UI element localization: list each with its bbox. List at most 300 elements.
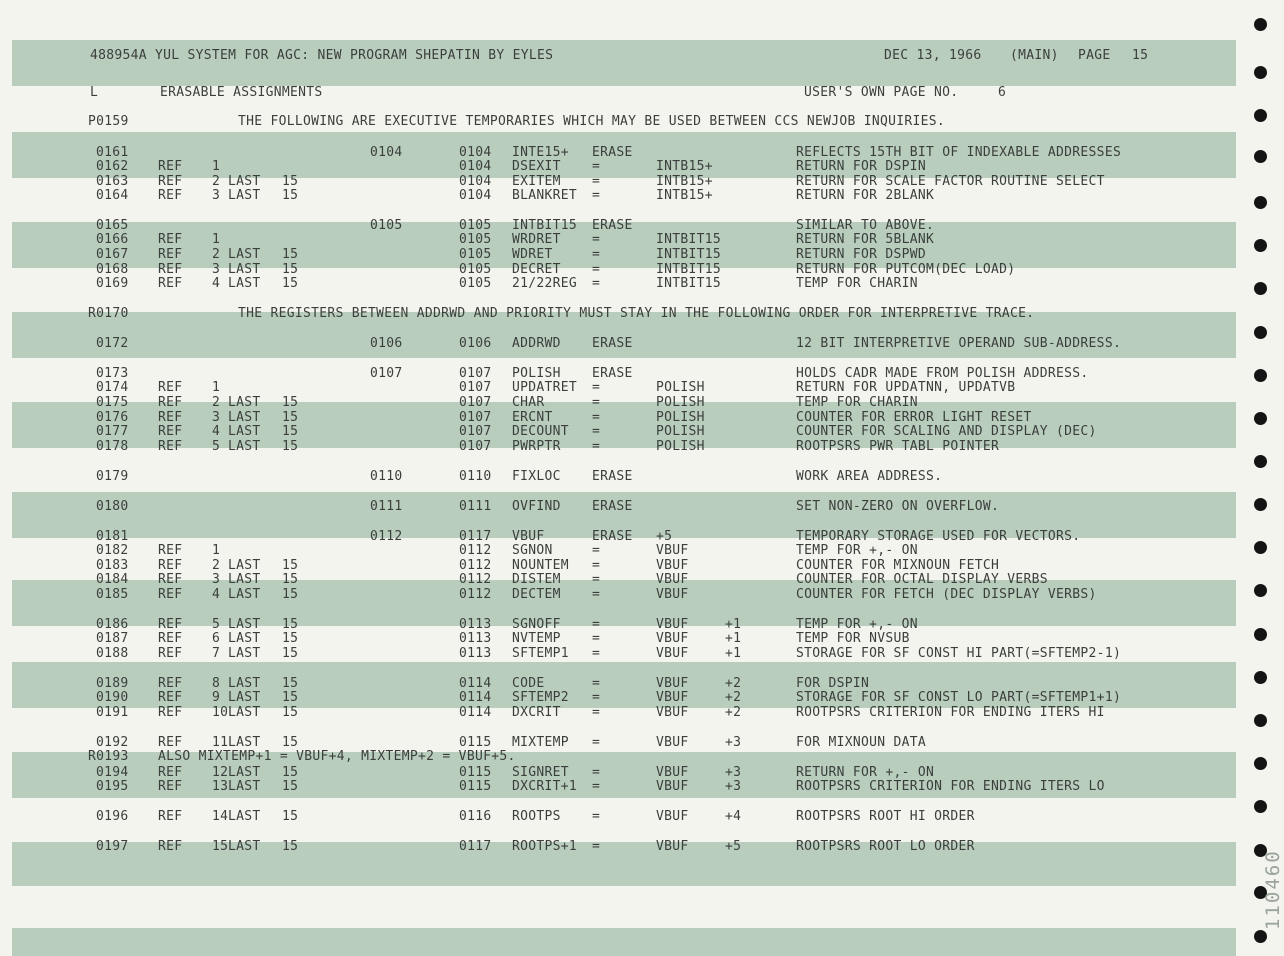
opcode: =: [592, 439, 601, 454]
ref-marker: REF: [158, 558, 183, 573]
users-page-label: USER'S OWN PAGE NO.: [804, 85, 959, 100]
line-number: 0180: [96, 499, 129, 514]
symbol-label: WDRET: [512, 247, 553, 262]
header-page-label: PAGE: [1078, 48, 1111, 63]
opcode: =: [592, 395, 601, 410]
symbol-label: INTE15+: [512, 145, 569, 160]
sheet-number: 110460: [1262, 849, 1284, 930]
opcode: =: [592, 646, 601, 661]
address: 0107: [370, 366, 403, 381]
ref-number: 8: [212, 676, 221, 691]
comment: STORAGE FOR SF CONST HI PART(=SFTEMP2-1): [796, 646, 1122, 661]
last-marker: LAST: [228, 424, 261, 439]
ref-number: 2: [212, 558, 221, 573]
operand: VBUF: [656, 617, 689, 632]
last-number: 15: [282, 839, 299, 854]
symbol-label: VBUF: [512, 529, 545, 544]
symbol-label: SGNON: [512, 543, 553, 558]
symbol-label: DECTEM: [512, 587, 561, 602]
location: 0104: [459, 159, 492, 174]
comment: ROOTPSRS CRITERION FOR ENDING ITERS HI: [796, 705, 1105, 720]
feed-hole: [1254, 282, 1267, 295]
offset: +1: [725, 617, 742, 632]
location: 0114: [459, 705, 492, 720]
symbol-label: PWRPTR: [512, 439, 561, 454]
comment: ROOTPSRS PWR TABL POINTER: [796, 439, 1000, 454]
ref-marker: REF: [158, 690, 183, 705]
address: 0111: [370, 499, 403, 514]
ref-number: 9: [212, 690, 221, 705]
line-number: 0161: [96, 145, 129, 160]
location: 0115: [459, 765, 492, 780]
last-marker: LAST: [228, 439, 261, 454]
operand: VBUF: [656, 572, 689, 587]
symbol-label: DXCRIT: [512, 705, 561, 720]
offset: +3: [725, 779, 742, 794]
last-number: 15: [282, 646, 299, 661]
ref-number: 12: [212, 765, 229, 780]
operand: INTBIT15: [656, 262, 722, 277]
opcode: =: [592, 247, 601, 262]
last-marker: LAST: [228, 276, 261, 291]
offset: +3: [725, 735, 742, 750]
ref-number: 3: [212, 572, 221, 587]
last-number: 15: [282, 247, 299, 262]
feed-hole: [1254, 18, 1267, 31]
ref-number: 1: [212, 380, 221, 395]
symbol-label: DECRET: [512, 262, 561, 277]
last-number: 15: [282, 779, 299, 794]
symbol-label: ROOTPS: [512, 809, 561, 824]
offset: +3: [725, 765, 742, 780]
line-number: 0166: [96, 232, 129, 247]
location: 0107: [459, 366, 492, 381]
ref-number: 3: [212, 410, 221, 425]
opcode: =: [592, 380, 601, 395]
opcode: =: [592, 617, 601, 632]
symbol-label: UPDATRET: [512, 380, 578, 395]
symbol-label: SGNOFF: [512, 617, 561, 632]
comment: ROOTPSRS CRITERION FOR ENDING ITERS LO: [796, 779, 1105, 794]
last-number: 15: [282, 276, 299, 291]
operand: VBUF: [656, 543, 689, 558]
symbol-label: DISTEM: [512, 572, 561, 587]
location: 0115: [459, 735, 492, 750]
location: 0104: [459, 145, 492, 160]
last-marker: LAST: [228, 617, 261, 632]
opcode: =: [592, 174, 601, 189]
ref-marker: REF: [158, 395, 183, 410]
ref-marker: REF: [158, 159, 183, 174]
offset: +5: [725, 839, 742, 854]
ref-number: 2: [212, 174, 221, 189]
symbol-label: ADDRWD: [512, 336, 561, 351]
operand: VBUF: [656, 839, 689, 854]
comment: TEMPORARY STORAGE USED FOR VECTORS.: [796, 529, 1081, 544]
ref-marker: REF: [158, 424, 183, 439]
section-header: [0, 85, 1007, 100]
last-number: 15: [282, 617, 299, 632]
line-number: R0170: [88, 306, 129, 321]
header-title: 488954A YUL SYSTEM FOR AGC: NEW PROGRAM SHEPATIN BY EYLES: [90, 48, 554, 63]
location: 0110: [459, 469, 492, 484]
last-marker: LAST: [228, 676, 261, 691]
last-number: 15: [282, 439, 299, 454]
comment: RETURN FOR DSPIN: [796, 159, 927, 174]
comment: FOR DSPIN: [796, 676, 870, 691]
last-marker: LAST: [228, 809, 261, 824]
ref-marker: REF: [158, 439, 183, 454]
location: 0107: [459, 395, 492, 410]
ref-marker: REF: [158, 543, 183, 558]
opcode: ERASE: [592, 529, 633, 544]
operand: POLISH: [656, 439, 705, 454]
last-marker: LAST: [228, 705, 261, 720]
operand: POLISH: [656, 380, 705, 395]
location: 0113: [459, 646, 492, 661]
opcode: =: [592, 276, 601, 291]
location: 0112: [459, 543, 492, 558]
ref-marker: REF: [158, 646, 183, 661]
offset: +2: [725, 676, 742, 691]
last-marker: LAST: [228, 765, 261, 780]
line-number: 0163: [96, 174, 129, 189]
operand: VBUF: [656, 809, 689, 824]
operand: VBUF: [656, 690, 689, 705]
symbol-label: WRDRET: [512, 232, 561, 247]
line-number: 0165: [96, 218, 129, 233]
operand: VBUF: [656, 676, 689, 691]
address: 0104: [370, 145, 403, 160]
line-number: 0188: [96, 646, 129, 661]
line-number: 0190: [96, 690, 129, 705]
opcode: =: [592, 735, 601, 750]
line-number: 0184: [96, 572, 129, 587]
opcode: ERASE: [592, 469, 633, 484]
symbol-label: NVTEMP: [512, 631, 561, 646]
ref-number: 2: [212, 395, 221, 410]
last-marker: LAST: [228, 631, 261, 646]
location: 0112: [459, 572, 492, 587]
last-number: 15: [282, 690, 299, 705]
comment: 12 BIT INTERPRETIVE OPERAND SUB-ADDRESS.: [796, 336, 1122, 351]
comment: COUNTER FOR ERROR LIGHT RESET: [796, 410, 1032, 425]
feed-hole: [1254, 628, 1267, 641]
ref-number: 3: [212, 262, 221, 277]
ref-number: 4: [212, 276, 221, 291]
feed-hole: [1254, 714, 1267, 727]
comment: RETURN FOR SCALE FACTOR ROUTINE SELECT: [796, 174, 1105, 189]
location: 0107: [459, 410, 492, 425]
last-marker: LAST: [228, 174, 261, 189]
location: 0116: [459, 809, 492, 824]
header-page-number: 15: [1132, 48, 1149, 63]
section-mark: L: [90, 85, 99, 100]
ref-marker: REF: [158, 380, 183, 395]
comment: RETURN FOR UPDATNN, UPDATVB: [796, 380, 1016, 395]
feed-hole: [1254, 498, 1267, 511]
ref-marker: REF: [158, 276, 183, 291]
operand: VBUF: [656, 779, 689, 794]
header-mode: (MAIN): [1010, 48, 1059, 63]
location: 0105: [459, 247, 492, 262]
comment: TEMP FOR CHARIN: [796, 276, 918, 291]
remark-text: THE FOLLOWING ARE EXECUTIVE TEMPORARIES WHICH MAY BE USED BETWEEN CCS NEWJOB INQUIRIES.: [238, 114, 946, 129]
opcode: ERASE: [592, 145, 633, 160]
line-number: P0159: [88, 114, 129, 129]
comment: RETURN FOR PUTCOM(DEC LOAD): [796, 262, 1016, 277]
operand: POLISH: [656, 395, 705, 410]
operand: INTBIT15: [656, 247, 722, 262]
opcode: =: [592, 232, 601, 247]
location: 0105: [459, 262, 492, 277]
comment: SET NON-ZERO ON OVERFLOW.: [796, 499, 1000, 514]
comment: RETURN FOR DSPWD: [796, 247, 927, 262]
symbol-label: ERCNT: [512, 410, 553, 425]
last-number: 15: [282, 631, 299, 646]
page-header: [0, 48, 1149, 63]
opcode: =: [592, 705, 601, 720]
ref-marker: REF: [158, 839, 183, 854]
symbol-label: CHAR: [512, 395, 545, 410]
line-number: 0185: [96, 587, 129, 602]
last-marker: LAST: [228, 247, 261, 262]
symbol-label: ROOTPS+1: [512, 839, 578, 854]
comment: TEMP FOR NVSUB: [796, 631, 910, 646]
opcode: =: [592, 765, 601, 780]
symbol-label: EXITEM: [512, 174, 561, 189]
opcode: =: [592, 676, 601, 691]
line-number: 0179: [96, 469, 129, 484]
symbol-label: DXCRIT+1: [512, 779, 578, 794]
last-number: 15: [282, 765, 299, 780]
ref-number: 5: [212, 617, 221, 632]
opcode: =: [592, 839, 601, 854]
comment: TEMP FOR CHARIN: [796, 395, 918, 410]
offset: +2: [725, 705, 742, 720]
last-number: 15: [282, 587, 299, 602]
symbol-label: SFTEMP2: [512, 690, 569, 705]
operand: VBUF: [656, 631, 689, 646]
ref-marker: REF: [158, 188, 183, 203]
symbol-label: NOUNTEM: [512, 558, 569, 573]
offset: +2: [725, 690, 742, 705]
operand: +5: [656, 529, 673, 544]
last-number: 15: [282, 424, 299, 439]
last-marker: LAST: [228, 839, 261, 854]
symbol-label: 21/22REG: [512, 276, 578, 291]
feed-hole: [1254, 109, 1267, 122]
location: 0107: [459, 380, 492, 395]
line-number: 0178: [96, 439, 129, 454]
ref-number: 4: [212, 587, 221, 602]
operand: POLISH: [656, 410, 705, 425]
opcode: =: [592, 159, 601, 174]
feed-hole: [1254, 757, 1267, 770]
feed-hole: [1254, 584, 1267, 597]
line-number: 0181: [96, 529, 129, 544]
feed-hole: [1254, 150, 1267, 163]
line-number: 0176: [96, 410, 129, 425]
opcode: =: [592, 543, 601, 558]
remark-text: ALSO MIXTEMP+1 = VBUF+4, MIXTEMP+2 = VBUF+5.: [158, 749, 516, 764]
last-number: 15: [282, 188, 299, 203]
operand: INTB15+: [656, 159, 713, 174]
comment: RETURN FOR 2BLANK: [796, 188, 935, 203]
opcode: =: [592, 262, 601, 277]
comment: COUNTER FOR SCALING AND DISPLAY (DEC): [796, 424, 1097, 439]
operand: VBUF: [656, 587, 689, 602]
last-marker: LAST: [228, 779, 261, 794]
last-number: 15: [282, 676, 299, 691]
feed-hole: [1254, 66, 1267, 79]
feed-hole: [1254, 369, 1267, 382]
feed-hole: [1254, 239, 1267, 252]
last-marker: LAST: [228, 262, 261, 277]
ref-number: 10: [212, 705, 229, 720]
ref-number: 4: [212, 424, 221, 439]
ref-marker: REF: [158, 779, 183, 794]
line-number: 0191: [96, 705, 129, 720]
last-number: 15: [282, 395, 299, 410]
comment: COUNTER FOR OCTAL DISPLAY VERBS: [796, 572, 1048, 587]
comment: TEMP FOR +,- ON: [796, 543, 918, 558]
opcode: ERASE: [592, 366, 633, 381]
section-title: ERASABLE ASSIGNMENTS: [160, 85, 323, 100]
location: 0104: [459, 188, 492, 203]
ref-number: 1: [212, 159, 221, 174]
location: 0117: [459, 839, 492, 854]
symbol-label: OVFIND: [512, 499, 561, 514]
opcode: =: [592, 188, 601, 203]
comment: STORAGE FOR SF CONST LO PART(=SFTEMP1+1): [796, 690, 1122, 705]
remark-text: THE REGISTERS BETWEEN ADDRWD AND PRIORITY MUST STAY IN THE FOLLOWING ORDER FOR INTERPRETIVE TRACE.: [238, 306, 1035, 321]
line-number: 0177: [96, 424, 129, 439]
comment: TEMP FOR +,- ON: [796, 617, 918, 632]
feed-hole: [1254, 412, 1267, 425]
operand: VBUF: [656, 705, 689, 720]
line-number: 0164: [96, 188, 129, 203]
ref-marker: REF: [158, 247, 183, 262]
operand: POLISH: [656, 424, 705, 439]
last-marker: LAST: [228, 735, 261, 750]
line-number: 0173: [96, 366, 129, 381]
opcode: ERASE: [592, 499, 633, 514]
symbol-label: SFTEMP1: [512, 646, 569, 661]
last-number: 15: [282, 558, 299, 573]
last-marker: LAST: [228, 395, 261, 410]
opcode: =: [592, 572, 601, 587]
symbol-label: DSEXIT: [512, 159, 561, 174]
location: 0104: [459, 174, 492, 189]
last-number: 15: [282, 809, 299, 824]
ref-marker: REF: [158, 809, 183, 824]
location: 0114: [459, 690, 492, 705]
symbol-label: CODE: [512, 676, 545, 691]
comment: SIMILAR TO ABOVE.: [796, 218, 935, 233]
last-number: 15: [282, 262, 299, 277]
line-number: 0194: [96, 765, 129, 780]
ref-number: 7: [212, 646, 221, 661]
line-number: 0183: [96, 558, 129, 573]
location: 0111: [459, 499, 492, 514]
opcode: =: [592, 410, 601, 425]
last-number: 15: [282, 174, 299, 189]
ref-number: 15: [212, 839, 229, 854]
opcode: =: [592, 631, 601, 646]
opcode: =: [592, 558, 601, 573]
line-number: 0174: [96, 380, 129, 395]
opcode: ERASE: [592, 336, 633, 351]
comment: HOLDS CADR MADE FROM POLISH ADDRESS.: [796, 366, 1089, 381]
ref-marker: REF: [158, 735, 183, 750]
ref-marker: REF: [158, 232, 183, 247]
ref-number: 1: [212, 232, 221, 247]
comment: COUNTER FOR MIXNOUN FETCH: [796, 558, 1000, 573]
symbol-label: MIXTEMP: [512, 735, 569, 750]
location: 0105: [459, 232, 492, 247]
comment: ROOTPSRS ROOT LO ORDER: [796, 839, 975, 854]
symbol-label: POLISH: [512, 366, 561, 381]
opcode: =: [592, 424, 601, 439]
line-number: 0187: [96, 631, 129, 646]
opcode: =: [592, 587, 601, 602]
line-number: 0195: [96, 779, 129, 794]
feed-hole: [1254, 455, 1267, 468]
comment: RETURN FOR 5BLANK: [796, 232, 935, 247]
last-number: 15: [282, 735, 299, 750]
location: 0105: [459, 218, 492, 233]
ref-number: 6: [212, 631, 221, 646]
line-number: 0189: [96, 676, 129, 691]
last-marker: LAST: [228, 646, 261, 661]
last-marker: LAST: [228, 188, 261, 203]
comment: FOR MIXNOUN DATA: [796, 735, 927, 750]
location: 0117: [459, 529, 492, 544]
last-marker: LAST: [228, 410, 261, 425]
header-date: DEC 13, 1966: [884, 48, 982, 63]
feed-hole: [1254, 800, 1267, 813]
last-marker: LAST: [228, 587, 261, 602]
opcode: =: [592, 690, 601, 705]
location: 0107: [459, 424, 492, 439]
line-number: 0197: [96, 839, 129, 854]
location: 0112: [459, 558, 492, 573]
comment: COUNTER FOR FETCH (DEC DISPLAY VERBS): [796, 587, 1097, 602]
line-number: 0168: [96, 262, 129, 277]
ref-number: 3: [212, 188, 221, 203]
feed-hole: [1254, 671, 1267, 684]
line-number: 0167: [96, 247, 129, 262]
line-number: R0193: [88, 749, 129, 764]
location: 0113: [459, 631, 492, 646]
ref-marker: REF: [158, 765, 183, 780]
ref-marker: REF: [158, 705, 183, 720]
line-number: 0182: [96, 543, 129, 558]
operand: INTB15+: [656, 174, 713, 189]
offset: +1: [725, 646, 742, 661]
feed-hole: [1254, 541, 1267, 554]
operand: INTB15+: [656, 188, 713, 203]
location: 0112: [459, 587, 492, 602]
ref-marker: REF: [158, 262, 183, 277]
opcode: =: [592, 779, 601, 794]
operand: VBUF: [656, 735, 689, 750]
line-number: 0169: [96, 276, 129, 291]
operand: VBUF: [656, 765, 689, 780]
ref-marker: REF: [158, 617, 183, 632]
feed-hole: [1254, 326, 1267, 339]
